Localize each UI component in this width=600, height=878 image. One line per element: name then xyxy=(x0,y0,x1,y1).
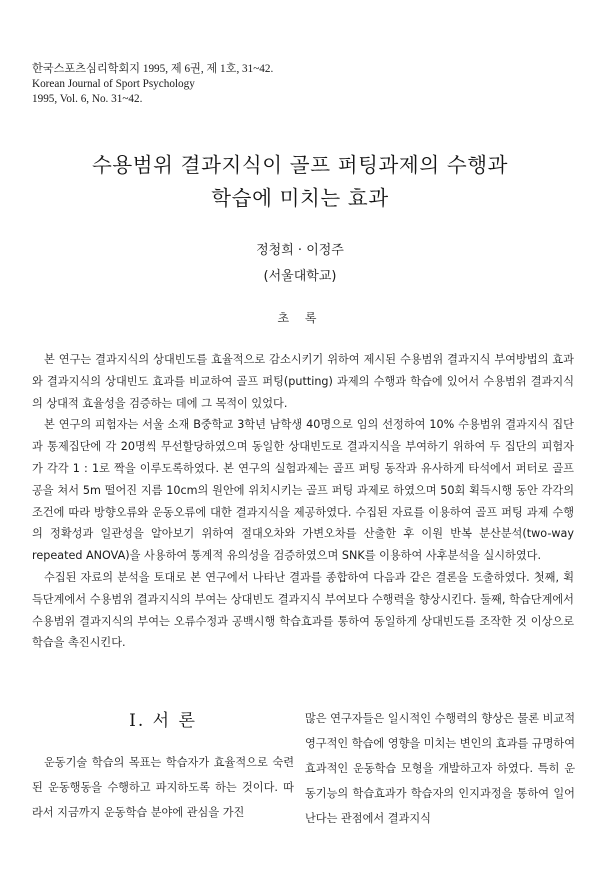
abstract-paragraph: 수집된 자료의 분석을 토대로 본 연구에서 나타난 결과를 종합하여 다음과 같은 결론을 도출하였다. 첫째, 획득단계에서 수용범위 결과지식의 부여는 상대빈도 결과지식 부여보다 수행력을 향상시킨다. 둘째, 학습단계에서 수용범위 결과지식의 부여는 오류수정과 공백시행 학습효과를 통하여 동일하게 상대빈도를 조작한 것 이상으로 학습을 촉진시킨다. xyxy=(32,570,574,650)
section-heading-introduction: Ⅰ. 서 론 xyxy=(129,711,197,731)
paper-title-line-1: 수용범위 결과지식이 골프 퍼팅과제의 수행과 xyxy=(91,153,509,177)
authors: 정청희 · 이정주 xyxy=(256,243,344,258)
journal-citation-english: Korean Journal of Sport Psychology xyxy=(32,78,195,90)
journal-citation-korean: 한국스포츠심리학회지 1995, 제 6권, 제 1호, 31~42. xyxy=(32,63,274,75)
affiliation: (서울대학교) xyxy=(263,269,337,284)
journal-citation-volume: 1995, Vol. 6, No. 31~42. xyxy=(32,93,143,105)
body-paragraph: 많은 연구자들은 일시적인 수행력의 향상은 물론 비교적 영구적인 학습에 영향을 미치는 변인의 효과를 규명하여 효과적인 운동학습 모형을 개발하고자 하였다. 특히 운동기능의 학습효과가 학습자의 인지과정을 통하여 일어난다는 관점에서 결과지식 xyxy=(305,712,575,825)
abstract-paragraph: 본 연구는 결과지식의 상대빈도를 효율적으로 감소시키기 위하여 제시된 수용범위 결과지식 부여방법의 효과와 결과지식의 상대빈도 효과를 비교하여 골프 퍼팅(putting) 과제의 수행과 학습에 있어서 수용범위 결과지식의 상대적 효율성을 검증하는 데에 그 목적이 있었다. xyxy=(32,353,574,410)
abstract-heading: 초 록 xyxy=(277,311,323,325)
journal-citation xyxy=(32,62,273,107)
abstract-paragraph: 본 연구의 피험자는 서울 소재 B중학교 3학년 남학생 40명으로 임의 선정하여 10% 수용범위 결과지식 집단과 통제집단에 각 20명씩 무선할당하였으며 동일한 상대빈도로 결과지식을 부여하기 위하여 두 집단의 피험자가 각각 1 : 1로 짝을 이루도록하였다. 본 연구의 실험과제는 골프 퍼팅 동작과 유사하게 타석에서 퍼터로 골프공을 쳐서 5m 떨어진 지름 10cm의 원안에 위치시키는 골프 퍼팅 과제로 하였으며 50회 획득시행 동안 각각의 조건에 따라 방향오류와 운동오류에 대한 결과지식을 제공하였다. 수집된 자료를 이용하여 골프 퍼팅 과제 수행의 정확성과 일관성을 알아보기 위하여 절대오차와 가변오차를 산출한 후 이원 반복 분산분석(two-way repeated ANOVA)을 사용하여 통계적 유의성을 검증하였으며 SNK를 이용하여 사후분석을 실시하였다. xyxy=(32,418,574,563)
abstract-body xyxy=(32,349,574,654)
body-column-right xyxy=(305,706,575,831)
body-column-left xyxy=(32,706,294,825)
paper-title-line-2: 학습에 미치는 효과 xyxy=(211,186,389,210)
body-paragraph: 운동기술 학습의 목표는 학습자가 효율적으로 숙련된 운동행동을 수행하고 파지하도록 하는 것이다. 따라서 지금까지 운동학습 분야에 관심을 가진 xyxy=(32,756,294,819)
